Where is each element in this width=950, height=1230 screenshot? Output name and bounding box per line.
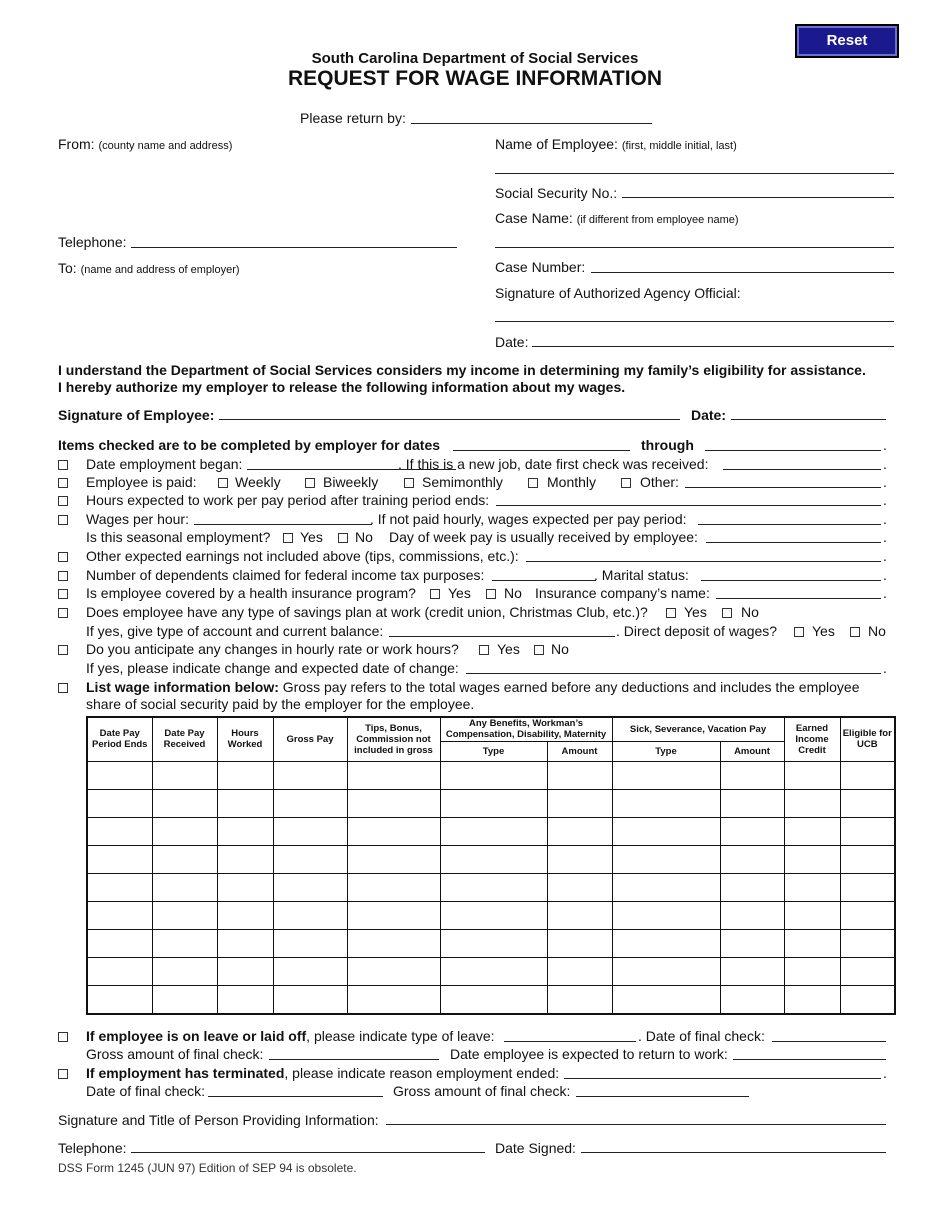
through-label: through (641, 437, 694, 453)
insurance-company-label: Insurance company’s name: (535, 585, 710, 601)
table-cell[interactable] (440, 817, 547, 845)
paid-label: Employee is paid: (86, 474, 197, 490)
table-cell[interactable] (87, 873, 152, 901)
table-cell[interactable] (840, 985, 895, 1014)
semimonthly-checkbox[interactable] (404, 478, 414, 488)
checkbox[interactable] (58, 552, 68, 562)
other-checkbox[interactable] (621, 478, 631, 488)
table-cell[interactable] (784, 761, 840, 789)
leave-text: If employee is on leave or laid off, please indicate type of leave: (86, 1028, 495, 1044)
table-cell[interactable] (547, 789, 612, 817)
date-signed-label: Date Signed: (495, 1140, 576, 1156)
savings-label: Does employee have any type of savings plan at work (credit union, Christmas Club, etc.)? (86, 604, 648, 620)
marital-field[interactable] (701, 580, 881, 581)
not-hourly-label: . If not paid hourly, wages expected per pay period: (370, 511, 687, 527)
dependents-field[interactable] (492, 580, 596, 581)
col-date-period-ends: Date Pay Period Ends (87, 717, 152, 761)
table-cell[interactable] (784, 873, 840, 901)
hours-expected-label: Hours expected to work per pay period after training period ends: (86, 492, 490, 508)
table-cell[interactable] (720, 957, 784, 985)
employer-telephone-field[interactable] (131, 1152, 485, 1153)
table-cell[interactable] (612, 789, 720, 817)
table-cell[interactable] (87, 817, 152, 845)
table-cell[interactable] (547, 817, 612, 845)
savings-balance-field[interactable] (389, 636, 615, 637)
change-detail-label: If yes, please indicate change and expected date of change: (86, 660, 459, 676)
savings-yes-checkbox[interactable] (666, 608, 676, 618)
table-cell[interactable] (440, 873, 547, 901)
table-cell[interactable] (347, 985, 440, 1014)
leave-type-field[interactable] (504, 1041, 636, 1042)
table-cell[interactable] (152, 761, 217, 789)
table-cell[interactable] (784, 789, 840, 817)
table-row (87, 957, 895, 985)
table-cell[interactable] (720, 761, 784, 789)
changes-no-label: No (551, 641, 569, 657)
table-cell[interactable] (612, 929, 720, 957)
table-cell[interactable] (720, 817, 784, 845)
table-cell[interactable] (152, 985, 217, 1014)
table-cell[interactable] (217, 789, 273, 817)
deposit-no-checkbox[interactable] (850, 627, 860, 637)
table-cell[interactable] (217, 817, 273, 845)
health-yes-checkbox[interactable] (430, 589, 440, 599)
table-cell[interactable] (347, 845, 440, 873)
case-number-field[interactable] (591, 272, 894, 273)
table-cell[interactable] (217, 873, 273, 901)
dates-through-field[interactable] (705, 450, 881, 451)
return-by-field[interactable] (411, 123, 652, 124)
biweekly-label: Biweekly (323, 474, 379, 490)
seasonal-label: Is this seasonal employment? (86, 529, 271, 545)
checkbox[interactable] (58, 1069, 68, 1079)
table-cell[interactable] (547, 761, 612, 789)
col-gross-pay: Gross Pay (273, 717, 347, 761)
first-check-label: . If this is a new job, date first check was received: (398, 456, 709, 472)
signature-title-label: Signature and Title of Person Providing Information: (58, 1112, 379, 1128)
table-cell[interactable] (784, 957, 840, 985)
table-cell[interactable] (87, 985, 152, 1014)
consent-line-2: I hereby authorize my employer to release the following information about my wages. (58, 379, 626, 395)
table-cell[interactable] (273, 817, 347, 845)
table-cell[interactable] (87, 929, 152, 957)
table-cell[interactable] (273, 873, 347, 901)
first-check-field[interactable] (723, 469, 881, 470)
consent-line-1: I understand the Department of Social Services considers my income in determining my family’s eligibility for assistance. (58, 362, 866, 378)
table-cell[interactable] (840, 845, 895, 873)
day-of-week-label: Day of week pay is usually received by employee: (389, 529, 698, 545)
table-cell[interactable] (784, 929, 840, 957)
col-tips-bonus: Tips, Bonus, Commission not included in gross (347, 717, 440, 761)
health-no-checkbox[interactable] (486, 589, 496, 599)
deposit-yes-checkbox[interactable] (794, 627, 804, 637)
table-cell[interactable] (840, 873, 895, 901)
ssn-field[interactable] (622, 197, 894, 198)
table-cell[interactable] (87, 789, 152, 817)
col-sick-type: Type (612, 741, 720, 761)
table-cell[interactable] (273, 929, 347, 957)
savings-yes-label: Yes (684, 604, 707, 620)
official-signature-label: Signature of Authorized Agency Official: (495, 285, 741, 301)
table-cell[interactable] (347, 901, 440, 929)
change-detail-field[interactable] (466, 673, 881, 674)
other-earnings-field[interactable] (526, 561, 881, 562)
gross-final-field[interactable] (269, 1059, 439, 1060)
from-label: From: (county name and address) (58, 136, 233, 152)
table-cell[interactable] (87, 957, 152, 985)
from-telephone-label: Telephone: (58, 234, 127, 250)
seasonal-yes-label: Yes (300, 529, 323, 545)
table-cell[interactable] (840, 761, 895, 789)
case-name-label: Case Name: (if different from employee name) (495, 210, 739, 226)
checkbox[interactable] (58, 645, 68, 655)
case-name-field[interactable] (495, 247, 894, 248)
weekly-checkbox[interactable] (218, 478, 228, 488)
list-wage-line-2: share of social security paid by the employer for the employee. (86, 696, 475, 712)
seasonal-no-label: No (355, 529, 373, 545)
period: . (883, 456, 887, 472)
return-date-field[interactable] (733, 1059, 886, 1060)
table-cell[interactable] (347, 929, 440, 957)
table-cell[interactable] (87, 845, 152, 873)
terminated-text: If employment has terminated, please indicate reason employment ended: (86, 1065, 560, 1081)
table-cell[interactable] (217, 929, 273, 957)
col-earned-income-credit: Earned Income Credit (784, 717, 840, 761)
gross-final-label: Gross amount of final check: (86, 1046, 264, 1062)
table-cell[interactable] (547, 873, 612, 901)
day-of-week-field[interactable] (706, 542, 881, 543)
return-date-label: Date employee is expected to return to work: (450, 1046, 728, 1062)
table-cell[interactable] (612, 845, 720, 873)
dependents-label: Number of dependents claimed for federal income tax purposes: (86, 567, 485, 583)
checkbox[interactable] (58, 515, 68, 525)
table-row (87, 817, 895, 845)
gross-final-2-field[interactable] (576, 1096, 749, 1097)
table-cell[interactable] (440, 985, 547, 1014)
period: . (883, 437, 887, 453)
changes-yes-label: Yes (497, 641, 520, 657)
col-eligible-ucb: Eligible for UCB (840, 717, 895, 761)
table-cell[interactable] (273, 789, 347, 817)
employee-date-label: Date: (691, 407, 727, 423)
checkbox[interactable] (58, 496, 68, 506)
table-cell[interactable] (347, 789, 440, 817)
checkbox[interactable] (58, 1032, 68, 1042)
wages-label: Wages per hour: (86, 511, 189, 527)
hours-expected-field[interactable] (496, 505, 881, 506)
not-hourly-field[interactable] (698, 524, 881, 525)
col-sick-severance: Sick, Severance, Vacation Pay (612, 717, 784, 741)
table-cell[interactable] (347, 817, 440, 845)
col-benefits-type: Type (440, 741, 547, 761)
wages-field[interactable] (194, 524, 372, 525)
table-cell[interactable] (152, 817, 217, 845)
checkbox[interactable] (58, 683, 68, 693)
col-benefits-amount: Amount (547, 741, 612, 761)
changes-yes-checkbox[interactable] (479, 645, 489, 655)
table-cell[interactable] (87, 761, 152, 789)
table-cell[interactable] (612, 873, 720, 901)
period: . (883, 492, 887, 508)
list-wage-text: List wage information below: Gross pay refers to the total wages earned before any deductions and includes the employee (86, 679, 860, 695)
checkbox[interactable] (58, 589, 68, 599)
table-cell[interactable] (720, 873, 784, 901)
monthly-checkbox[interactable] (528, 478, 538, 488)
table-cell[interactable] (840, 929, 895, 957)
to-label: To: (name and address of employer) (58, 260, 240, 276)
return-by-label: Please return by: (300, 110, 406, 126)
table-cell[interactable] (273, 957, 347, 985)
table-cell[interactable] (784, 901, 840, 929)
table-cell[interactable] (720, 929, 784, 957)
date-began-label: Date employment began: (86, 456, 243, 472)
reset-button[interactable]: Reset (795, 24, 899, 58)
dates-from-field[interactable] (453, 450, 630, 451)
from-telephone-field[interactable] (131, 247, 457, 248)
table-cell[interactable] (547, 929, 612, 957)
savings-balance-label: If yes, give type of account and current balance: (86, 623, 384, 639)
official-signature-field[interactable] (495, 321, 894, 322)
table-cell[interactable] (720, 789, 784, 817)
health-label: Is employee covered by a health insurance program? (86, 585, 416, 601)
period: . (883, 474, 887, 490)
table-cell[interactable] (440, 957, 547, 985)
table-cell[interactable] (347, 761, 440, 789)
final-check-date-label: . Date of final check: (638, 1028, 765, 1044)
table-cell[interactable] (547, 845, 612, 873)
table-row (87, 985, 895, 1014)
period: . (883, 660, 887, 676)
table-cell[interactable] (152, 873, 217, 901)
table-cell[interactable] (217, 957, 273, 985)
monthly-label: Monthly (547, 474, 597, 490)
table-cell[interactable] (87, 901, 152, 929)
table-cell[interactable] (840, 957, 895, 985)
page-title: REQUEST FOR WAGE INFORMATION (287, 67, 663, 90)
date-final-label: Date of final check: (86, 1083, 206, 1099)
table-row (87, 845, 895, 873)
table-row (87, 761, 895, 789)
form-id: DSS Form 1245 (JUN 97) Edition of SEP 94 is obsolete. (58, 1161, 357, 1175)
table-cell[interactable] (547, 985, 612, 1014)
seasonal-yes-checkbox[interactable] (283, 533, 293, 543)
table-cell[interactable] (612, 817, 720, 845)
period: . (883, 585, 887, 601)
table-cell[interactable] (440, 789, 547, 817)
table-cell[interactable] (273, 985, 347, 1014)
signature-title-field[interactable] (386, 1124, 886, 1125)
biweekly-checkbox[interactable] (305, 478, 315, 488)
semimonthly-label: Semimonthly (422, 474, 503, 490)
period: . (883, 548, 887, 564)
table-cell[interactable] (217, 761, 273, 789)
checkbox[interactable] (58, 460, 68, 470)
period: . (883, 529, 887, 545)
table-cell[interactable] (347, 957, 440, 985)
table-cell[interactable] (217, 901, 273, 929)
wage-table (86, 716, 896, 1015)
health-no-label: No (504, 585, 522, 601)
table-cell[interactable] (547, 957, 612, 985)
table-row (87, 901, 895, 929)
table-cell[interactable] (152, 789, 217, 817)
other-earnings-label: Other expected earnings not included above (tips, commissions, etc.): (86, 548, 519, 564)
checkbox[interactable] (58, 608, 68, 618)
case-number-label: Case Number: (495, 259, 586, 275)
table-cell[interactable] (273, 761, 347, 789)
table-cell[interactable] (612, 985, 720, 1014)
gross-final-2-label: Gross amount of final check: (393, 1083, 571, 1099)
employee-name-label: Name of Employee: (first, middle initial, last) (495, 136, 737, 152)
table-cell[interactable] (840, 901, 895, 929)
date-final-field[interactable] (208, 1096, 383, 1097)
table-cell[interactable] (440, 845, 547, 873)
table-cell[interactable] (840, 817, 895, 845)
table-cell[interactable] (612, 957, 720, 985)
final-check-date-field[interactable] (772, 1041, 886, 1042)
col-date-pay-received: Date Pay Received (152, 717, 217, 761)
col-benefits: Any Benefits, Workman’s Compensation, Disability, Maternity (440, 717, 612, 741)
table-cell[interactable] (347, 873, 440, 901)
deposit-no-label: No (868, 623, 886, 639)
direct-deposit-label: . Direct deposit of wages? (616, 623, 778, 639)
deposit-yes-label: Yes (812, 623, 835, 639)
table-cell[interactable] (273, 845, 347, 873)
col-sick-amount: Amount (720, 741, 784, 761)
table-cell[interactable] (720, 985, 784, 1014)
termination-reason-field[interactable] (564, 1078, 881, 1079)
table-cell[interactable] (152, 957, 217, 985)
official-date-field[interactable] (532, 346, 894, 347)
period: . (883, 1065, 887, 1081)
official-date-label: Date: (495, 334, 529, 350)
table-cell[interactable] (547, 901, 612, 929)
other-label: Other: (640, 474, 679, 490)
col-hours-worked: Hours Worked (217, 717, 273, 761)
seasonal-no-checkbox[interactable] (338, 533, 348, 543)
table-cell[interactable] (612, 901, 720, 929)
weekly-label: Weekly (235, 474, 281, 490)
health-yes-label: Yes (448, 585, 471, 601)
table-row (87, 873, 895, 901)
employee-signature-label: Signature of Employee: (58, 407, 215, 423)
table-cell[interactable] (152, 929, 217, 957)
checkbox[interactable] (58, 478, 68, 488)
table-cell[interactable] (840, 789, 895, 817)
table-cell[interactable] (440, 929, 547, 957)
changes-no-checkbox[interactable] (534, 645, 544, 655)
table-cell[interactable] (784, 817, 840, 845)
table-cell[interactable] (440, 761, 547, 789)
employee-date-field[interactable] (731, 419, 886, 420)
changes-label: Do you anticipate any changes in hourly rate or work hours? (86, 641, 459, 657)
table-cell[interactable] (784, 845, 840, 873)
savings-no-label: No (741, 604, 759, 620)
table-cell[interactable] (152, 845, 217, 873)
items-intro: Items checked are to be completed by employer for dates (58, 437, 441, 453)
table-cell[interactable] (784, 985, 840, 1014)
date-signed-field[interactable] (581, 1152, 886, 1153)
table-cell[interactable] (720, 901, 784, 929)
employee-name-field[interactable] (495, 173, 894, 174)
other-field[interactable] (685, 487, 881, 488)
period: . (883, 511, 887, 527)
employee-signature-field[interactable] (219, 419, 680, 420)
table-cell[interactable] (273, 901, 347, 929)
table-cell[interactable] (440, 901, 547, 929)
employer-telephone-label: Telephone: (58, 1140, 127, 1156)
table-cell[interactable] (217, 985, 273, 1014)
table-cell[interactable] (152, 901, 217, 929)
table-cell[interactable] (720, 845, 784, 873)
table-cell[interactable] (612, 761, 720, 789)
table-cell[interactable] (217, 845, 273, 873)
checkbox[interactable] (58, 571, 68, 581)
marital-label: . Marital status: (594, 567, 689, 583)
ssn-label: Social Security No.: (495, 185, 618, 201)
agency-name: South Carolina Department of Social Services (311, 50, 639, 67)
period: . (883, 567, 887, 583)
insurance-company-field[interactable] (716, 598, 881, 599)
table-row (87, 929, 895, 957)
savings-no-checkbox[interactable] (722, 608, 732, 618)
table-row (87, 789, 895, 817)
